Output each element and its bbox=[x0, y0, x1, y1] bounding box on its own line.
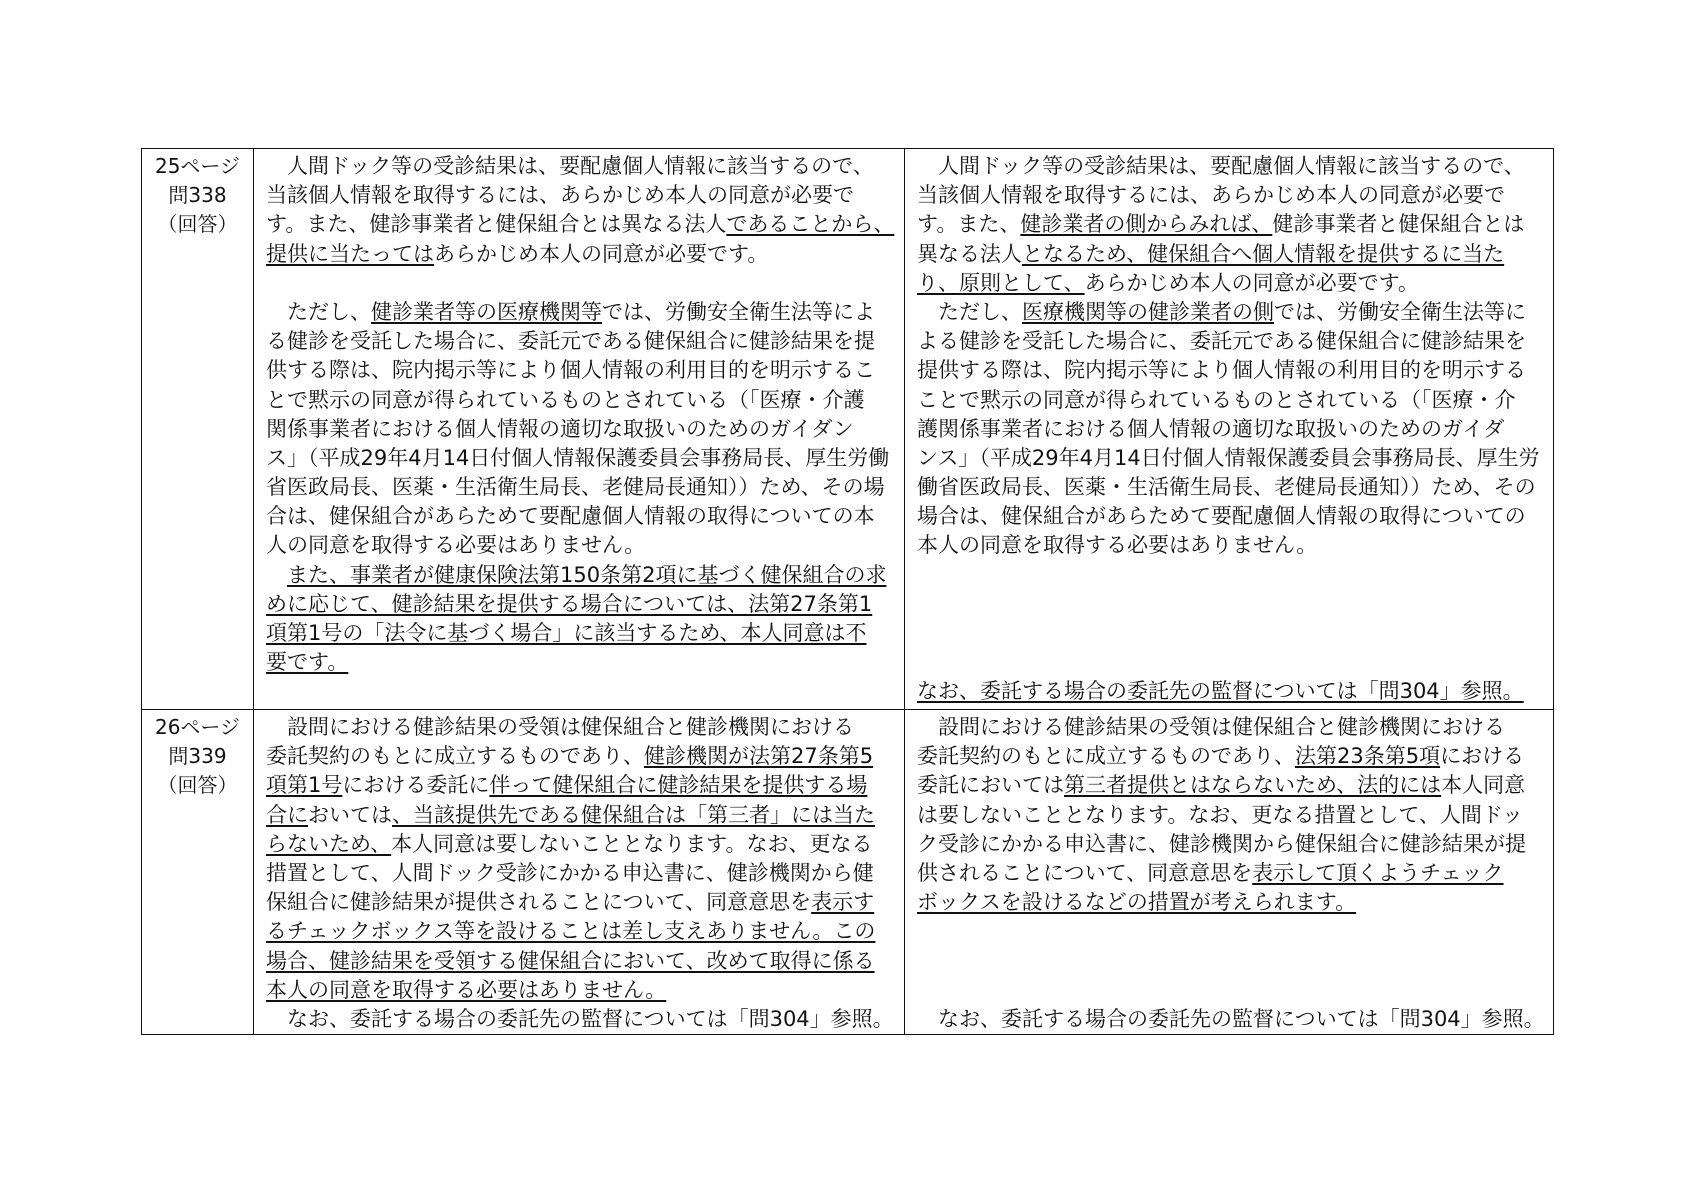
text-line bbox=[917, 976, 1545, 1005]
text-segment: 人の同意を取得する必要はありません。 bbox=[266, 533, 646, 558]
text-segment: における bbox=[1440, 744, 1525, 769]
text-segment: とで黙示の同意が得られているものとされている（「医療・介護 bbox=[266, 387, 865, 412]
text-line bbox=[266, 947, 896, 976]
underlined-text: また、事業者が健康保険法第150条第2項に基づく健保組合の求 bbox=[287, 562, 887, 587]
text-segment: では、労働安全衛生法等に bbox=[1274, 299, 1526, 324]
text-segment: 当該個人情報を取得するには、あらかじめ本人の同意が必要で bbox=[266, 183, 854, 208]
text-segment: す。また、健診事業者と健保組合とは異なる法人 bbox=[266, 212, 727, 237]
text-segment: ンス」（平成29年4月14日付個人情報保護委員会事務局長、厚生労 bbox=[917, 445, 1540, 470]
text-line bbox=[266, 502, 896, 531]
text-segment: あらかじめ本人の同意が必要です。 bbox=[434, 241, 769, 266]
underlined-text: 場合、健診結果を受領する健保組合において、改めて取得に係る bbox=[266, 948, 875, 973]
reference-label: 問339 bbox=[168, 744, 227, 769]
original-text-cell bbox=[254, 149, 905, 710]
reference-label: 問338 bbox=[168, 183, 227, 208]
underlined-text: 本人の同意を取得する必要はありません。 bbox=[266, 977, 667, 1002]
text-line bbox=[266, 976, 896, 1005]
text-line bbox=[917, 502, 1545, 531]
text-segment: ただし、 bbox=[266, 299, 371, 324]
text-segment: 合は、健保組合があらためて要配慮個人情報の取得についての本 bbox=[266, 504, 875, 529]
text-line bbox=[266, 240, 896, 269]
underlined-text: 健診業者の側からみれば、 bbox=[1020, 212, 1273, 237]
text-line bbox=[266, 888, 896, 917]
text-line bbox=[266, 473, 896, 502]
text-line bbox=[917, 269, 1545, 298]
text-segment: 健診事業者と健保組合とは bbox=[1272, 212, 1525, 237]
text-line bbox=[917, 590, 1545, 619]
text-segment: 当該個人情報を取得するには、あらかじめ本人の同意が必要で bbox=[917, 183, 1505, 208]
text-line bbox=[266, 677, 896, 706]
text-segment: る健診を受託した場合に、委託元である健保組合に健診結果を提 bbox=[266, 329, 875, 354]
text-segment: 異なる法人 bbox=[917, 241, 1022, 266]
underlined-text: 項第1号の「法令に基づく場合」に該当するため、本人同意は不 bbox=[266, 621, 867, 645]
text-segment: 人間ドック等の受診結果は、要配慮個人情報に該当するので、 bbox=[917, 154, 1525, 178]
text-segment: 委託契約のもとに成立するものであり、 bbox=[917, 744, 1295, 769]
underlined-text: めに応じて、健診結果を提供する場合については、法第27条第1 bbox=[266, 591, 873, 616]
text-segment: なお、委託する場合の委託先の監督については「問304」参照。 bbox=[917, 1006, 1545, 1031]
underlined-text: 要です。 bbox=[266, 650, 349, 675]
text-line bbox=[266, 590, 896, 619]
text-line bbox=[917, 210, 1545, 239]
text-line bbox=[917, 619, 1545, 648]
text-segment: 本人同意は要しないこととなります。なお、更なる bbox=[391, 831, 873, 856]
text-line bbox=[266, 561, 896, 590]
text-segment: 本人の同意を取得する必要はありません。 bbox=[917, 533, 1318, 558]
text-segment: す。また、 bbox=[917, 212, 1021, 237]
text-segment: 働省医政局長、医薬・生活衛生局長、老健局長通知））ため、その bbox=[917, 475, 1536, 500]
text-segment: 人間ドック等の受診結果は、要配慮個人情報に該当するので、 bbox=[266, 154, 874, 178]
text-line bbox=[917, 561, 1545, 590]
underlined-text: 合に bbox=[266, 802, 308, 827]
table-row bbox=[142, 710, 1554, 1035]
text-line bbox=[266, 298, 896, 327]
text-line bbox=[266, 742, 896, 771]
text-line bbox=[266, 801, 896, 830]
underlined-text: 第三者提供とはならないため、法的には bbox=[1064, 773, 1442, 798]
text-segment: 保組合に健診結果が提供されることについて、同意意思を bbox=[266, 890, 812, 915]
text-segment: 提供する際は、院内掲示等により個人情報の利用目的を明示する bbox=[917, 358, 1526, 383]
text-segment bbox=[266, 563, 287, 587]
underlined-text: 項第1号 bbox=[266, 773, 343, 798]
text-segment: ス」（平成29年4月14日付個人情報保護委員会事務局長、厚生労働 bbox=[266, 445, 890, 470]
text-segment: ク受診にかかる申込書に、健診機関から健保組合に健診結果が提 bbox=[917, 831, 1526, 856]
text-segment: 設問における健診結果の受領は健保組合と健診機関における bbox=[266, 715, 854, 739]
underlined-text: 健診機関が法第27条第5 bbox=[644, 744, 874, 769]
text-line bbox=[917, 181, 1545, 210]
underlined-text: 伴って健保組合に健診結果を提供する場 bbox=[489, 773, 868, 798]
text-segment: における委託に bbox=[342, 773, 490, 798]
text-line bbox=[266, 327, 896, 356]
text-segment: なお、委託する場合の委託先の監督については「問304」参照。 bbox=[266, 1006, 894, 1031]
text-line bbox=[917, 713, 1545, 742]
underlined-text: り、原則として、 bbox=[917, 270, 1085, 295]
text-segment: 設問における健診結果の受領は健保組合と健診機関における bbox=[917, 715, 1505, 739]
text-line bbox=[266, 181, 896, 210]
revised-text-cell bbox=[905, 710, 1554, 1035]
text-line bbox=[917, 830, 1545, 859]
underlined-text: 表示す bbox=[811, 890, 875, 915]
text-line bbox=[917, 859, 1545, 888]
text-segment: は要しないこととなります。なお、更なる措置として、人間ドッ bbox=[917, 802, 1524, 827]
text-line bbox=[266, 648, 896, 677]
text-segment: では、労働安全衛生法等によ bbox=[602, 299, 875, 324]
reference-label: 25ページ bbox=[154, 154, 241, 178]
text-line bbox=[917, 356, 1545, 385]
text-line bbox=[266, 771, 896, 800]
underlined-text: 法第23条第5項 bbox=[1295, 744, 1441, 769]
text-line bbox=[917, 917, 1545, 946]
reference-label: （回答） bbox=[157, 773, 238, 798]
text-line bbox=[266, 619, 896, 648]
text-line bbox=[917, 771, 1545, 800]
text-segment: ことで黙示の同意が得られているものとされている（「医療・介 bbox=[917, 387, 1516, 412]
revised-text-cell bbox=[905, 149, 1554, 710]
text-line bbox=[917, 677, 1545, 706]
text-segment: ただし、 bbox=[917, 299, 1022, 324]
underlined-text: 表示して頂くようチェック bbox=[1252, 860, 1504, 885]
text-segment: 省医政局長、医薬・生活衛生局長、老健局長通知））ため、その場 bbox=[266, 475, 885, 500]
underlined-text: 医療機関等の健診業者の側 bbox=[1022, 299, 1274, 324]
underlined-text: 提供に当たっては bbox=[266, 241, 434, 266]
text-segment: 本人同意 bbox=[1441, 773, 1526, 798]
text-line bbox=[266, 210, 896, 239]
text-line bbox=[266, 917, 896, 946]
text-segment: 場合は、健保組合があらためて要配慮個人情報の取得についての bbox=[917, 504, 1526, 529]
text-line bbox=[917, 298, 1545, 327]
text-segment: 護関係事業者における個人情報の適切な取扱いのためのガイダ bbox=[917, 416, 1505, 441]
underlined-text: 健診業者等の医療機関等 bbox=[371, 299, 602, 324]
text-line bbox=[266, 269, 896, 298]
text-line bbox=[266, 356, 896, 385]
text-line bbox=[917, 327, 1545, 356]
underlined-text: 、当該提供先である健保組合は「第三者」には当た bbox=[392, 802, 875, 827]
text-line bbox=[266, 830, 896, 859]
text-line bbox=[917, 386, 1545, 415]
text-line bbox=[917, 947, 1545, 976]
underlined-text: ボックスを設けるなどの措置が考えられます。 bbox=[917, 890, 1357, 915]
reference-cell bbox=[142, 149, 254, 710]
underlined-text: らないため、 bbox=[266, 831, 392, 856]
text-line bbox=[266, 386, 896, 415]
text-line bbox=[917, 152, 1545, 181]
text-line bbox=[266, 531, 896, 560]
text-segment: 委託においては bbox=[917, 773, 1064, 798]
reference-label: 26ページ bbox=[154, 715, 241, 739]
underlined-text: なお、委託する場合の委託先の監督については「問304」参照。 bbox=[917, 679, 1524, 704]
text-line bbox=[266, 152, 896, 181]
text-line bbox=[917, 415, 1545, 444]
text-segment: よる健診を受託した場合に、委託元である健保組合に健診結果を bbox=[917, 329, 1526, 354]
text-line bbox=[917, 240, 1545, 269]
text-line bbox=[917, 473, 1545, 502]
table-row bbox=[142, 149, 1554, 710]
text-line bbox=[917, 801, 1545, 830]
text-line bbox=[266, 444, 896, 473]
text-line bbox=[917, 531, 1545, 560]
text-segment: おいては bbox=[308, 802, 392, 827]
text-line bbox=[917, 742, 1545, 771]
reference-label: （回答） bbox=[157, 212, 238, 237]
reference-cell bbox=[142, 710, 254, 1035]
text-line bbox=[266, 859, 896, 888]
text-segment: 供されることについて、同意意思を bbox=[917, 860, 1253, 885]
text-line bbox=[266, 415, 896, 444]
underlined-text: るチェックボックス等を設けることは差し支えありません。この bbox=[266, 919, 876, 944]
comparison-table bbox=[141, 148, 1554, 1035]
text-segment: 委託契約のもとに成立するものであり、 bbox=[266, 744, 644, 769]
text-segment: 措置として、人間ドック受診にかかる申込書に、健診機関から健 bbox=[266, 860, 874, 885]
text-line bbox=[917, 888, 1545, 917]
underlined-text: であることから、 bbox=[726, 212, 895, 237]
text-line bbox=[266, 1005, 896, 1034]
text-line bbox=[266, 713, 896, 742]
text-segment: 供する際は、院内掲示等により個人情報の利用目的を明示するこ bbox=[266, 358, 875, 383]
text-line bbox=[917, 1005, 1545, 1034]
text-segment: あらかじめ本人の同意が必要です。 bbox=[1084, 270, 1419, 295]
text-line bbox=[917, 444, 1545, 473]
original-text-cell bbox=[254, 710, 905, 1035]
text-line bbox=[917, 648, 1545, 677]
text-segment: 関係事業者における個人情報の適切な取扱いのためのガイダン bbox=[266, 416, 854, 441]
underlined-text: となるため、健保組合へ個人情報を提供するに当た bbox=[1022, 241, 1505, 266]
